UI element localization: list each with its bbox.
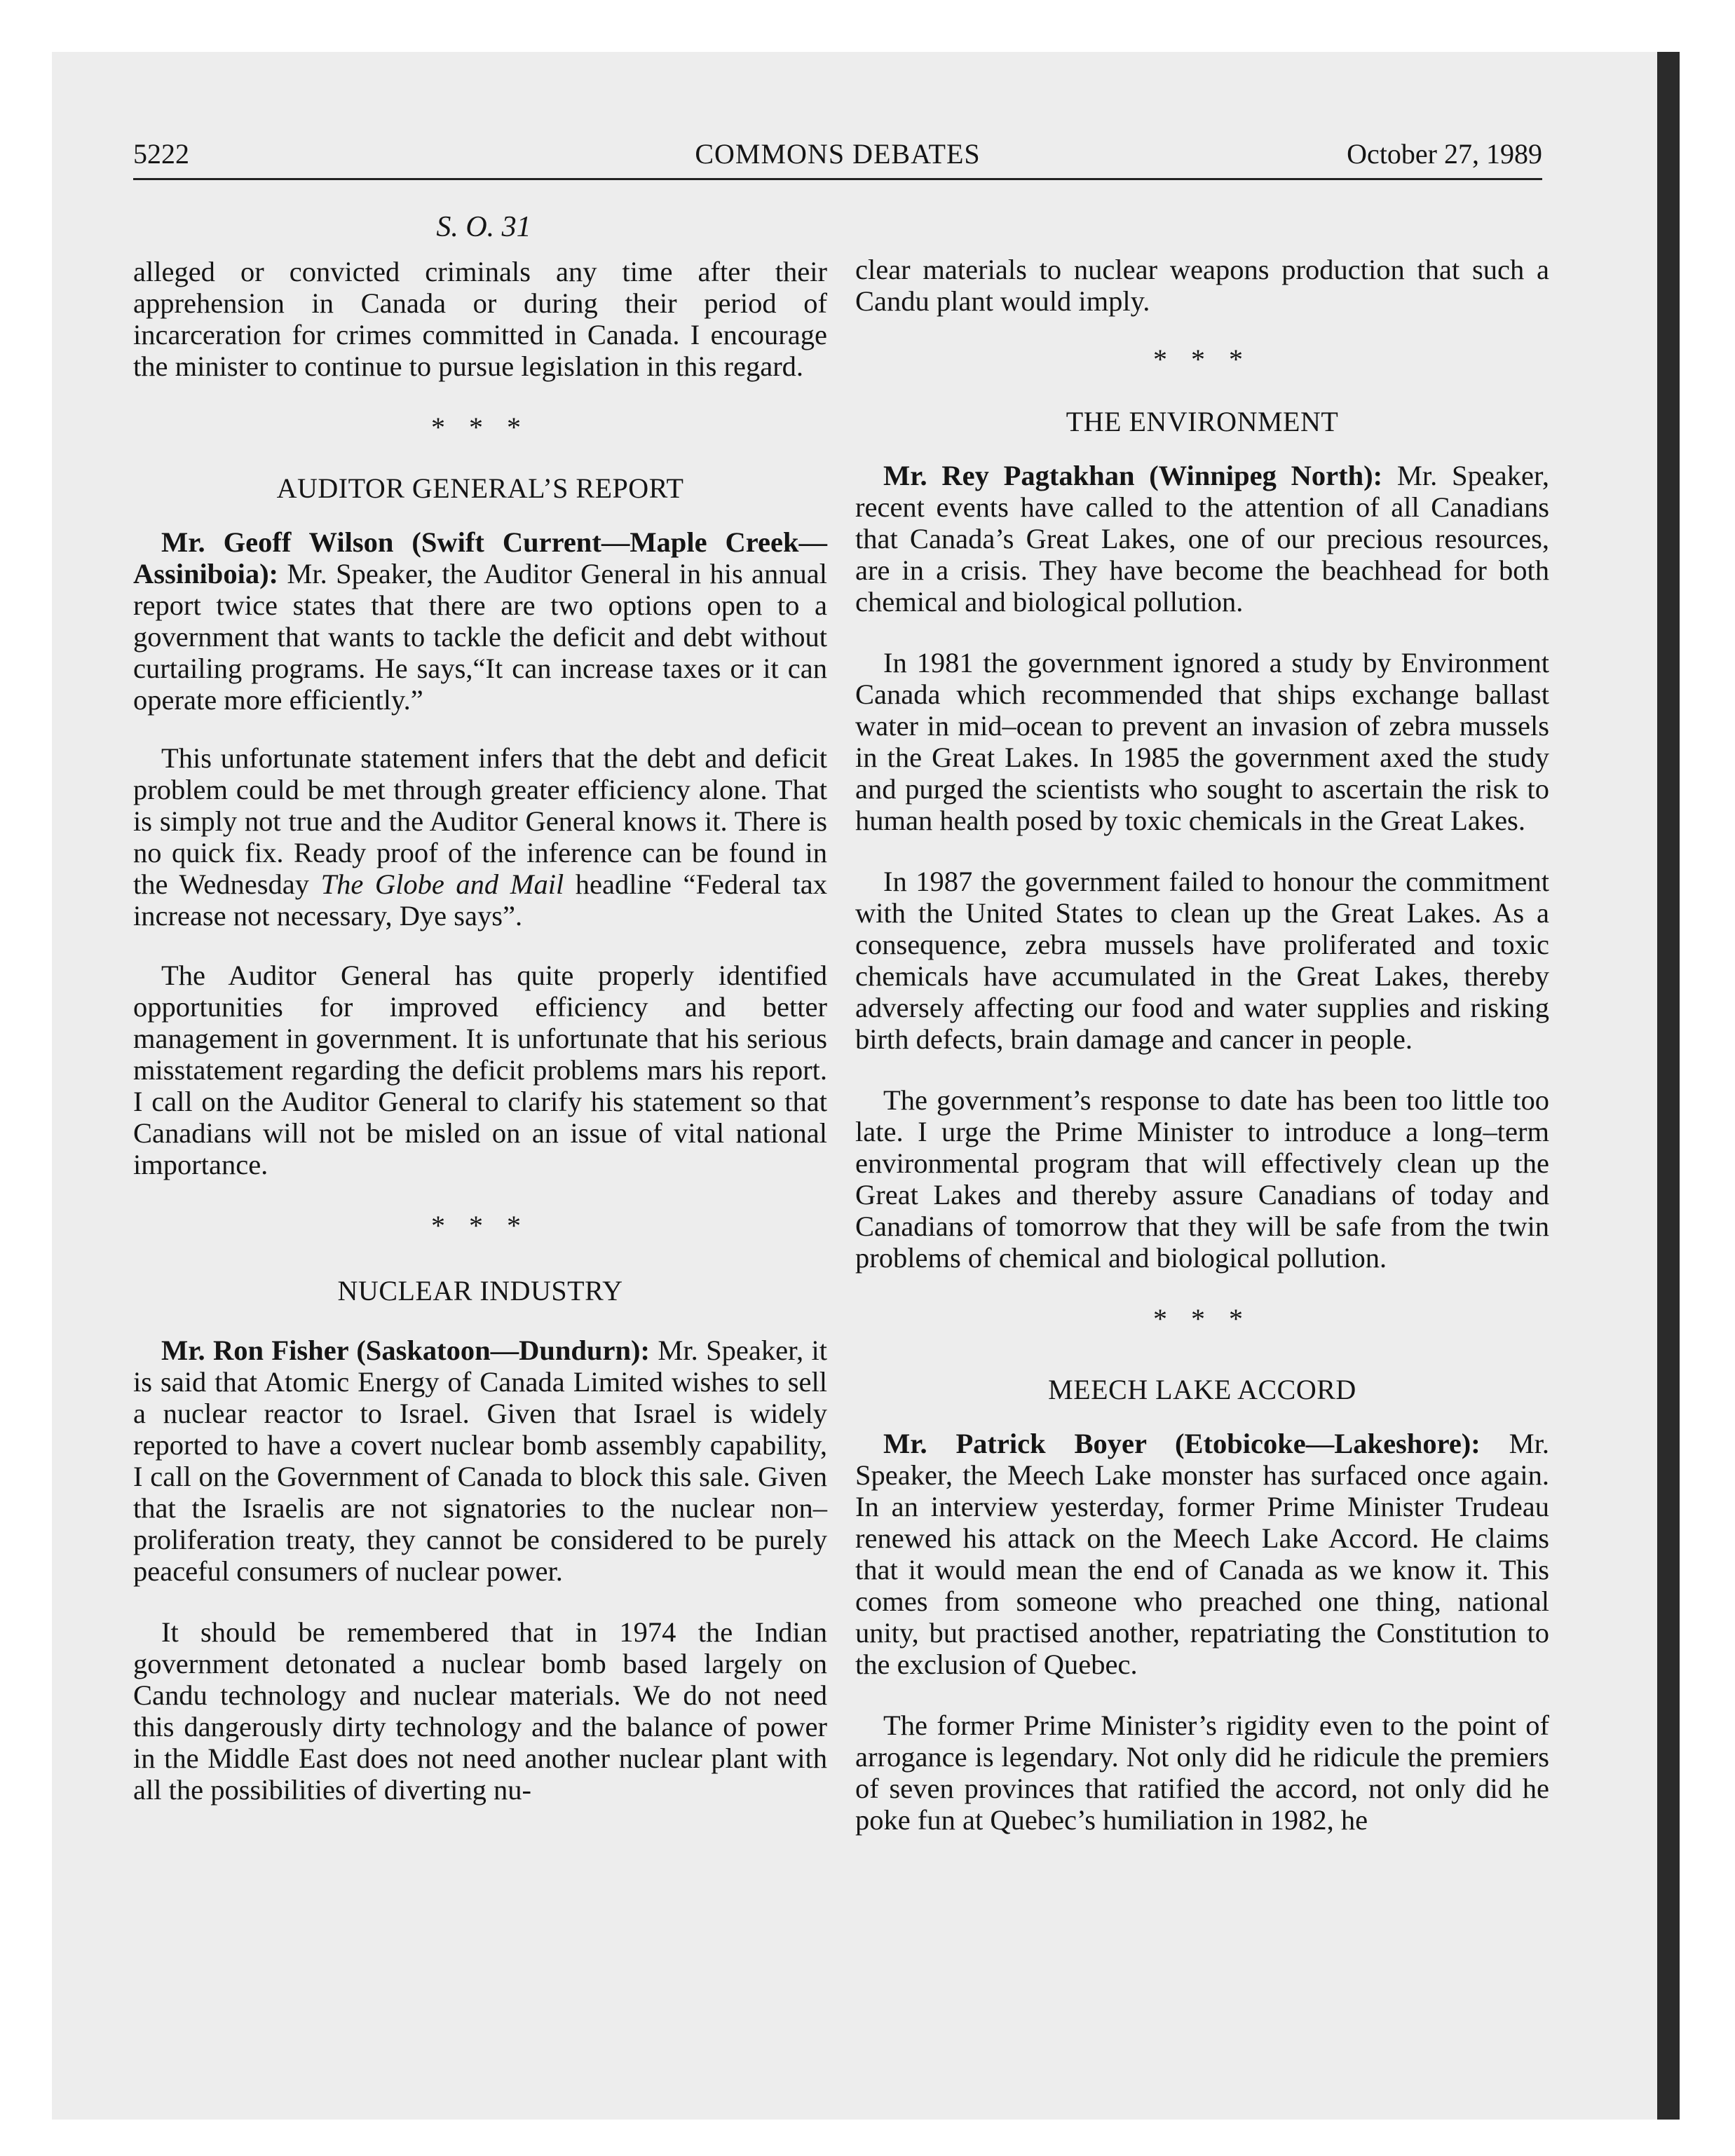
right-column [855,254,1549,1865]
section-label: S. O. 31 [436,211,531,243]
left-column [133,256,827,1835]
section-heading-auditor: AUDITOR GENERAL’S REPORT [276,472,684,504]
speaker-name: Mr. Patrick Boyer (Etobicoke—Lakeshore): [883,1428,1481,1459]
statement-text: Mr. Speaker, the Meech Lake monster has surfaced once again. In an interview yesterday, former Prime Minister Trudeau renewed his attack on the Meech Lake Accord. He claims that it would mean the end of Canada as we know it. This comes from someone who preached one thing, national unity, but practised another, repatriating the Constitution to the exclusion of Quebec. [855,1428,1550,1680]
statement-text: Mr. Speaker, it is said that Atomic Energy of Canada Limited wishes to sell a nuclear reactor to Israel. Given that Israel is widely reported to have a covert nuclear bomb assembly capability, I call on the Government of Canada to block this sale. Given that the Israelis are not signatories to the nuclear non–proliferation treaty, they cannot be considered to be purely peaceful consumers of nuclear power. [133,1335,827,1587]
section-heading-environment: THE ENVIRONMENT [1066,406,1339,437]
statement-paragraph: The former Prime Minister’s rigidity even to the point of arrogance is legendary. Not only did he ridicule the premiers of seven provinces that ratified the accord, not only did he poke fun at Quebec’s humiliation in 1982, he [855,1710,1549,1836]
speaker-name: Mr. Geoff Wilson (Swift Current—Maple Creek—Assiniboia): [133,526,827,589]
continued-paragraph: clear materials to nuclear weapons production that such a Candu plant would imply. [855,254,1549,317]
statement-paragraph [855,460,1549,618]
section-separator: * * * [1153,343,1251,375]
statement-text: headline “Federal tax increase not necessary, Dye says”. [133,868,828,932]
statement-paragraph: The Auditor General has quite properly identified opportunities for improved efficiency and better management in government. It is unfortunate that his serious misstatement regarding the deficit problems mars his report. I call on the Auditor General to clarify his statement so that Canadians will not be misled on an issue of vital national importance. [133,960,827,1180]
statement-paragraph [133,742,827,932]
page-header [133,136,1542,180]
section-separator: * * * [431,411,529,443]
statement-text: This unfortunate statement infers that the debt and deficit problem could be met through greater efficiency alone. That is simply not true and the Auditor General knows it. There is no quick fix. Ready proof of the inference can be found in the Wednesday [133,742,827,900]
continued-paragraph: alleged or convicted criminals any time after their apprehension in Canada or during their period of incarceration for crimes committed in Canada. I encourage the minister to continue to pursue legislation in this regard. [133,256,827,382]
section-heading-meech: MEECH LAKE ACCORD [1048,1374,1356,1405]
section-heading-nuclear: NUCLEAR INDUSTRY [337,1275,623,1306]
section-separator: * * * [431,1210,529,1241]
statement-text: Mr. Speaker, recent events have called to the attention of all Canadians that Canada’s Great Lakes, one of our precious resources, are in a crisis. They have become the beachhead for both chemical and biological pollution. [855,460,1549,618]
statement-paragraph [133,526,827,716]
page-date: October 27, 1989 [1347,138,1542,170]
page-number: 5222 [133,138,189,170]
section-separator: * * * [1153,1303,1251,1335]
newspaper-title: The Globe and Mail [320,868,564,900]
scan-edge-shadow [1657,52,1680,2120]
statement-paragraph: The government’s response to date has been too little too late. I urge the Prime Minister to introduce a long–term environmental program that will effectively clean up the Great Lakes and thereby assure Canadians of today and Canadians of tomorrow that they will be safe from the twin problems of chemical and biological pollution. [855,1084,1549,1274]
speaker-name: Mr. Rey Pagtakhan (Winnipeg North): [883,460,1383,491]
publication-title: COMMONS DEBATES [695,138,981,170]
statement-paragraph: It should be remembered that in 1974 the Indian government detonated a nuclear bomb based largely on Candu technology and nuclear materials. We do not need this dangerously dirty technology and the balance of power in the Middle East does not need another nuclear plant with all the possibilities of diverting nu- [133,1616,827,1806]
statement-paragraph [855,1428,1549,1680]
statement-text: Mr. Speaker, the Auditor General in his annual report twice states that there are two options open to a government that wants to tackle the deficit and debt without curtailing programs. He says,“It can increase taxes or it can operate more efficiently.” [133,558,827,716]
statement-paragraph: In 1987 the government failed to honour the commitment with the United States to clean up the Great Lakes. As a consequence, zebra mussels have proliferated and toxic chemicals have accumulated in the Great Lakes, thereby adversely affecting our food and water supplies and risking birth defects, brain damage and cancer in people. [855,866,1549,1055]
speaker-name: Mr. Ron Fisher (Saskatoon—Dundurn): [161,1335,650,1366]
statement-paragraph [133,1335,827,1587]
statement-paragraph: In 1981 the government ignored a study by Environment Canada which recommended that ships exchange ballast water in mid–ocean to prevent an invasion of zebra mussels in the Great Lakes. In 1985 the government axed the study and purged the scientists who sought to ascertain the risk to human health posed by toxic chemicals in the Great Lakes. [855,647,1549,836]
